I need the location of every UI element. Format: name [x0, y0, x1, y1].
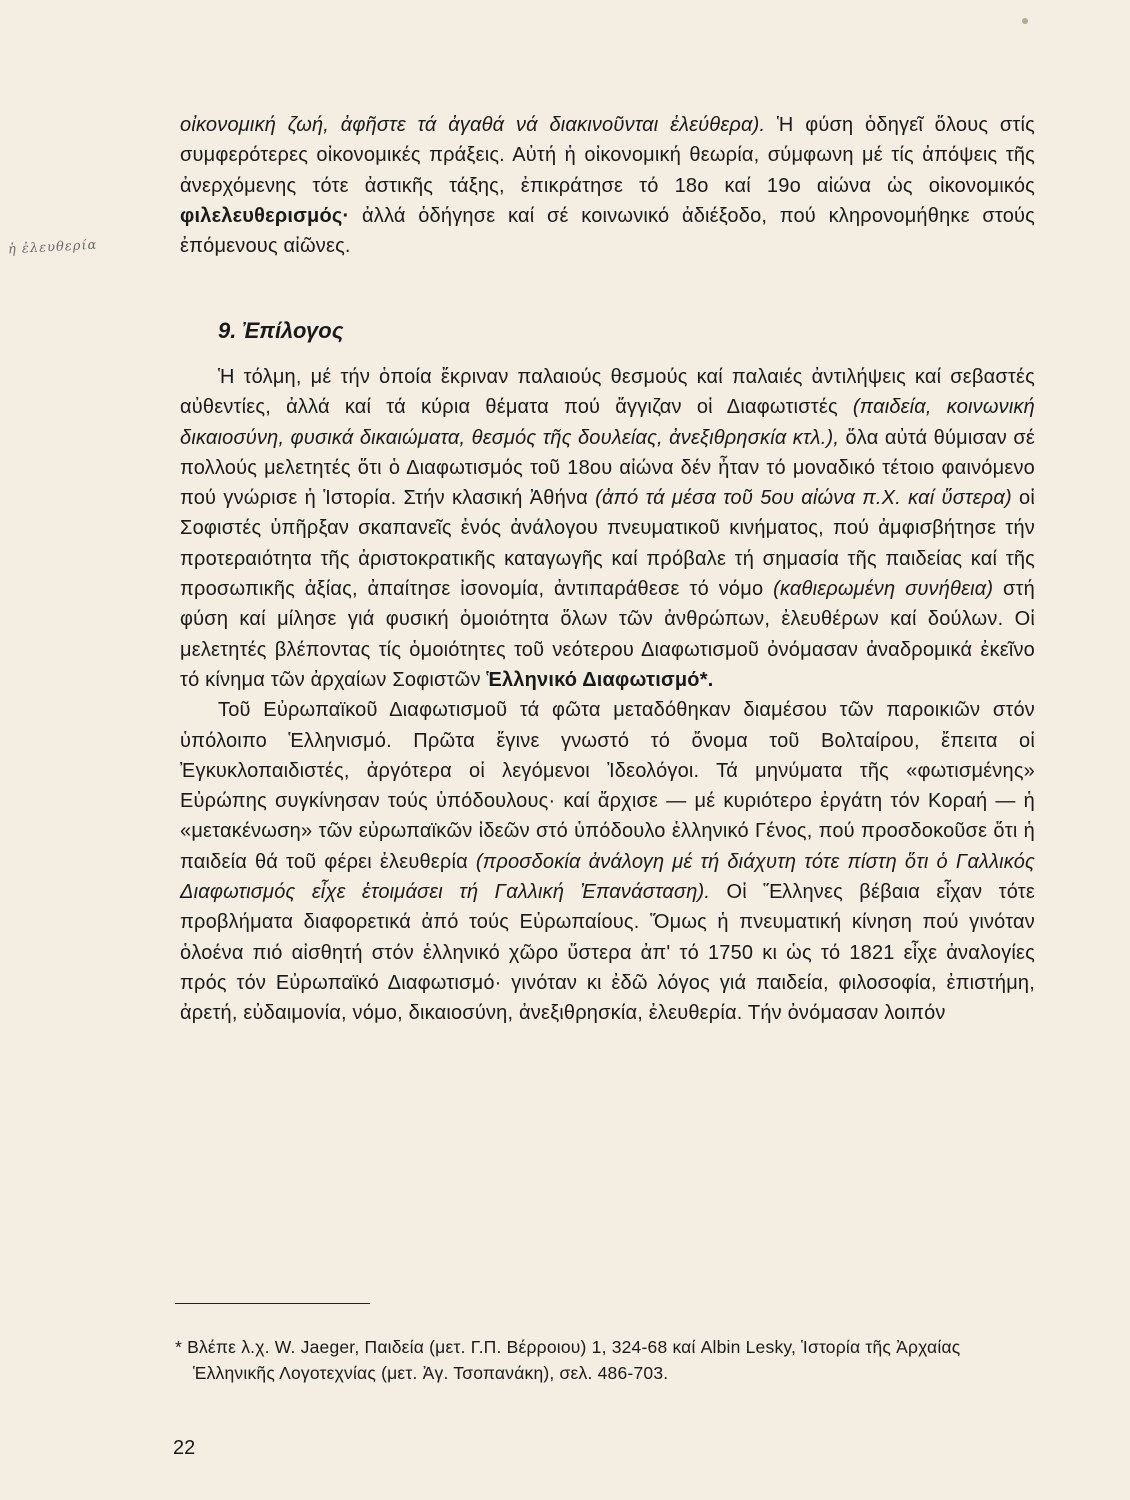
paragraph-text: ἀλλά ὁδήγησε καί σέ κοινωνικό ἀδιέξοδο, πού κληρονομήθηκε στούς ἐπόμενους αἰῶνες. [180, 204, 1035, 258]
paragraph-text: οἱ Σοφιστές ὑπῆρξαν σκαπανεῖς ἑνός ἀνάλογου πνευματικοῦ κινήματος, πού ἀμφισβήτησε τήν προτεραιότητα τῆς ἀριστοκρατικῆς καταγωγῆς καί πρόβαλε τή σημασία τῆς παιδείας καί τῆς προσωπικῆς ἀξίας, ἀπαίτησε ἰσονομία, ἀντιπαράθεσε τό νόμο [180, 487, 1035, 601]
italic-text: (ἀπό τά μέσα τοῦ 5ου αἰώνα π.Χ. καί ὕστερα) [595, 487, 1012, 510]
paragraph-text: Τοῦ Εὐρωπαϊκοῦ Διαφωτισμοῦ τά φῶτα μεταδόθηκαν διαμέσου τῶν παροικιῶν στόν ὑπόλοιπο Ἑλληνισμό. Πρῶτα ἔγινε γνωστό τό ὄνομα τοῦ Βολταίρου, ἔπειτα οἱ Ἐγκυκλοπαιδιστές, ἀργότερα οἱ λεγόμενοι Ἰδεολόγοι. Τά μηνύματα τῆς «φωτισμένης» Εὐρώπης συγκίνησαν τούς ὑπόδουλους· καί ἄρχισε — μέ κυριότερο ἐργάτη τόν Κοραή — ἡ «μετακένωση» τῶν εὐρωπαϊκῶν ἰδεῶν στό ὑπόδουλο ἑλληνικό Γένος, πού προσδοκοῦσε ὅτι ἡ παιδεία θά τοῦ φέρει ἐλευθερία [180, 699, 1035, 873]
footnote [175, 1334, 1035, 1386]
print-speck [1022, 18, 1028, 24]
bold-term: φιλελευθερισμός· [180, 204, 350, 227]
italic-text: (παιδεία, κοινωνική δικαιοσύνη, φυσικά δικαιώματα, θεσμός τῆς δουλείας, ἀνεξιθρησκία κτλ.), [180, 396, 1035, 449]
handwritten-margin-note: ἡ ἐλευθερία [7, 237, 98, 258]
paragraph-text: Οἱ Ἕλληνες βέβαια εἶχαν τότε προβλήματα διαφορετικά ἀπό τούς Εὐρωπαίους. Ὅμως ἡ πνευματική κίνηση πού γινόταν ὁλοένα πιό αἰσθητή στόν ἑλληνικό χῶρο ὕστερα ἀπ' τό 1750 κι ὡς τό 1821 εἶχε ἀναλογίες πρός τόν Εὐρωπαϊκό Διαφωτισμό· γινόταν κι ἐδῶ λόγος γιά παιδεία, φιλοσοφία, ἐπιστήμη, ἀρετή, εὐδαιμονία, νόμο, δικαιοσύνη, ἀνεξιθρησκία, ἐλευθερία. Τήν ὀνόμασαν λοιπόν [180, 881, 1035, 1025]
paragraph-text: στή φύση καί μίλησε γιά φυσική ὁμοιότητα ὅλων τῶν ἀνθρώπων, ἐλευθέρων καί δούλων. Οἱ μελετητές βλέποντας τίς ὁμοιότητες τοῦ νεότερου Διαφωτισμοῦ ὀνόμασαν ἀναδρομικά ἐκεῖνο τό κίνημα τῶν ἀρχαίων Σοφιστῶν [180, 578, 1035, 691]
italic-lead: οἰκονομική ζωή, ἀφῆστε τά ἀγαθά νά διακινοῦνται ἐλεύθερα). [180, 114, 766, 136]
bold-term: Ἑλληνικό Διαφωτισμό*. [486, 668, 714, 691]
page-number: 22 [173, 1437, 196, 1459]
paragraph-greek-enlightenment [180, 695, 1035, 1028]
paragraph-text: Ἡ τόλμη, μέ τήν ὁποία ἔκριναν παλαιούς θεσμούς καί παλαιές ἀντιλήψεις καί σεβαστές αὐθεντίες, ἀλλά καί τά κύρια θέματα πού ἄγγιζαν οἱ Διαφωτιστές [180, 366, 1035, 419]
paragraph-economic-liberalism [180, 110, 1035, 261]
epilogue-body [180, 362, 1035, 1029]
paragraph-text: ὅλα αὐτά θύμισαν σέ πολλούς μελετητές ὅτι ὁ Διαφωτισμός τοῦ 18ου αἰώνα δέν ἦταν τό μοναδικό τέτοιο φαινόμενο πού γνώρισε ἡ Ἱστορία. Στήν κλασική Ἀθήνα [180, 426, 1036, 510]
footnote-divider [175, 1303, 370, 1304]
footnote-text: * Βλέπε λ.χ. W. Jaeger, Παιδεία (μετ. Γ.Π. Βέρροιου) 1, 324-68 καί Albin Lesky, Ἱστορία τῆς Ἀρχαίας Ἑλληνικῆς Λογοτεχνίας (μετ. Ἀγ. Τσοπανάκη), σελ. 486-703. [175, 1337, 961, 1383]
italic-text: (προσδοκία ἀνάλογη μέ τή διάχυτη τότε πίστη ὅτι ὁ Γαλλικός Διαφωτισμός εἶχε ἑτοιμάσει τή Γαλλική Ἐπανάσταση). [180, 850, 1035, 904]
paragraph-text: Ἡ φύση ὁδηγεῖ ὅλους στίς συμφερότερες οἰκονομικές πράξεις. Αὐτή ἡ οἰκονομική θεωρία, σύμφωνη μέ τίς ἀπόψεις τῆς ἀνερχόμενης τότε ἀστικῆς τάξης, ἐπικράτησε τό 18ο καί 19ο αἰώνα ὡς οἰκονομικός [180, 114, 1035, 197]
italic-text: (καθιερωμένη συνήθεια) [773, 578, 994, 601]
paragraph-sophists [180, 362, 1035, 695]
section-heading: 9. Ἐπίλογος [218, 318, 344, 343]
